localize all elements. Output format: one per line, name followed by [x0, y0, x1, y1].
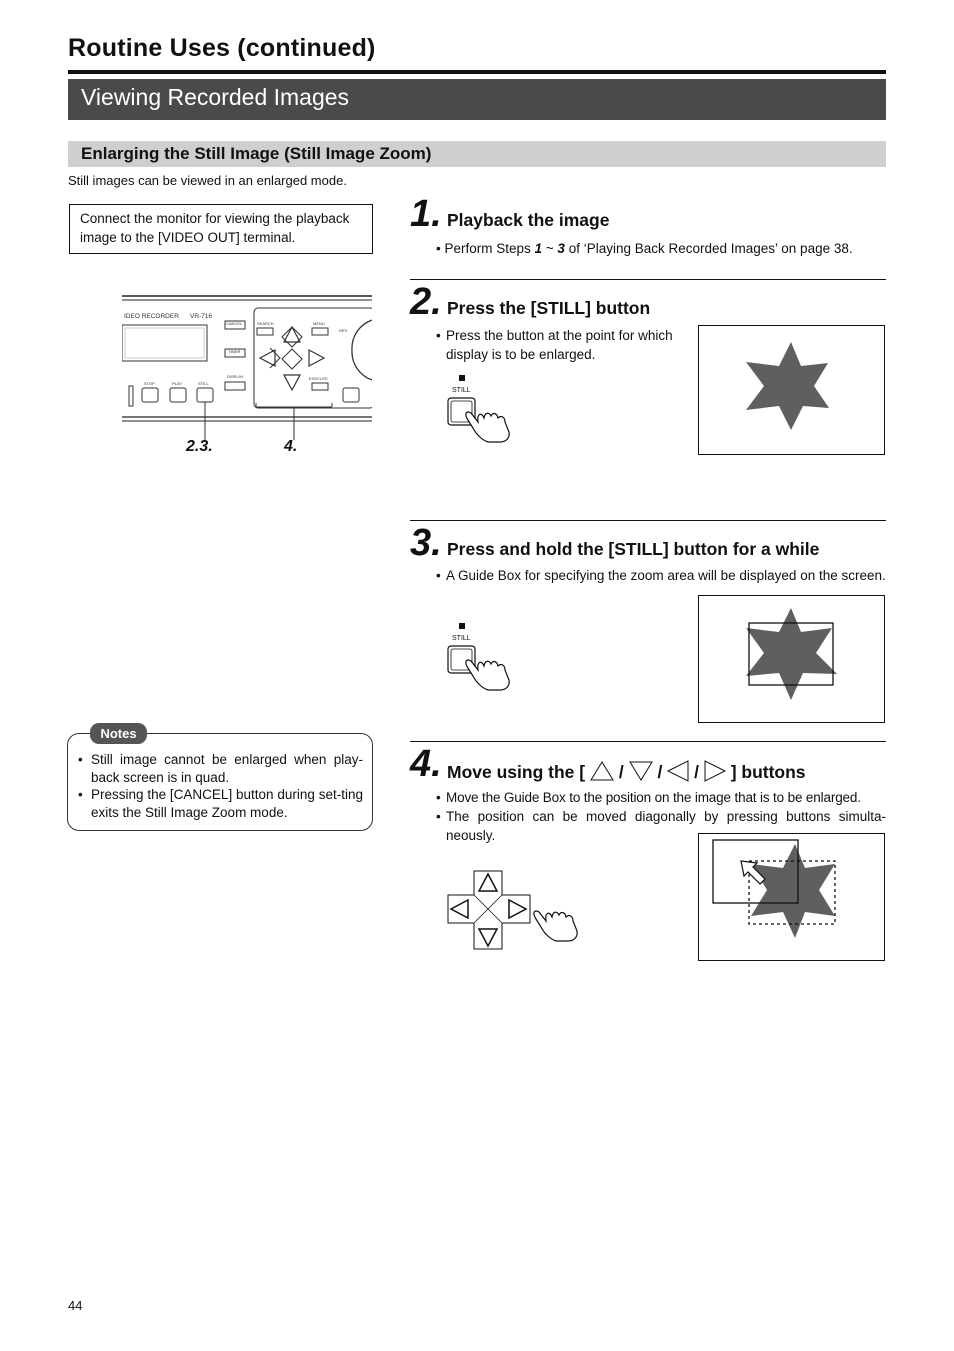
step-1-number: 1.: [410, 193, 442, 235]
subsection-header: [68, 141, 886, 167]
step-4-number: 4.: [410, 743, 442, 785]
title-rule: [68, 70, 886, 74]
step-4-rule: [410, 741, 886, 742]
left-triangle-icon: [667, 760, 689, 782]
page-number: 44: [68, 1298, 83, 1313]
panel-still-label: STILL: [198, 381, 209, 386]
notes-tab: Notes: [90, 723, 147, 744]
step-3-bullet: • A Guide Box for specifying the zoom area will be displayed on the screen.: [436, 568, 886, 583]
step-1-bullet-prefix: • Perform Steps: [436, 241, 535, 256]
step-2-bullet: • Press the button at the point for which display is to be enlarged.: [436, 328, 673, 362]
section-title: Viewing Recorded Images: [81, 84, 350, 110]
notes-list: [78, 751, 363, 821]
panel-model-text: VR-716: [190, 313, 213, 320]
section-header: [68, 79, 886, 120]
step-3-number: 3.: [410, 522, 442, 564]
page-title: Routine Uses (continued): [68, 34, 376, 62]
intro-text: Still images can be viewed in an enlarged mode.: [68, 173, 347, 188]
step-1-bullet-suffix: of ‘Playing Back Recorded Images’ on page 38.: [564, 241, 853, 256]
step-2-title: Press the [STILL] button: [447, 298, 651, 318]
star-image: [746, 342, 829, 430]
step-1-title: Playback the image: [447, 210, 610, 230]
step-3-rule: [410, 520, 886, 521]
screen-preview-3: [698, 595, 885, 723]
panel-display-label: DISPLAY: [227, 374, 244, 379]
panel-brand-text: IDEO RECORDER: [124, 313, 179, 320]
connect-note-box: Connect the monitor for viewing the playback image to the [VIDEO OUT] terminal.: [69, 204, 373, 254]
callout-label-23: 2.3.: [186, 438, 213, 455]
step-2-bullet-text: Press the button at the point for which display is to be enlarged.: [446, 328, 673, 362]
step-4-sep-1: /: [618, 762, 624, 782]
step-3-bullet-text: A Guide Box for specifying the zoom area will be displayed on the screen.: [446, 568, 886, 583]
step-4-title-pre: Move using the [: [447, 762, 586, 782]
step-4-title: [447, 760, 806, 783]
right-triangle-icon: [704, 760, 726, 782]
screen-preview-4: [698, 833, 885, 961]
step-1-bullet: [436, 239, 853, 258]
still-button-hand-illustration-2: [446, 372, 516, 444]
step-1-bullet-step-a: 1: [534, 241, 543, 256]
step-1-bullet-step-b: 3: [557, 241, 565, 256]
star-image: [746, 608, 837, 700]
callout-label-4: 4.: [284, 438, 298, 455]
step-4-bullet-1: Move the Guide Box to the position on the image that is to be enlarged.: [446, 790, 861, 805]
step-2-rule: [410, 279, 886, 280]
panel-rev-label: REV: [339, 328, 348, 333]
still-button-hand-illustration-3: [446, 620, 516, 692]
down-triangle-icon: [629, 761, 653, 781]
panel-execute-label: EXECUTE: [309, 376, 328, 381]
step-1-bullet-tilde: ~: [542, 241, 558, 256]
note-item: • Pressing the [CANCEL] button during set-ting exits the Still Image Zoom mode.: [78, 786, 363, 821]
still-label-3: STILL: [452, 635, 471, 642]
panel-stop-label: STOP: [144, 381, 155, 386]
subsection-title: Enlarging the Still Image (Still Image Zoom): [81, 144, 432, 163]
step-2-number: 2.: [410, 281, 442, 323]
step-4-bullets: • Move the Guide Box to the position on the image that is to be enlarged. • The position can be moved diagonally by pressing buttons simulta-neously.: [436, 790, 886, 843]
screen-preview-2: [698, 325, 885, 455]
still-label-2: STILL: [452, 387, 471, 394]
step-4-title-post: ] buttons: [730, 762, 806, 782]
arrow-pad-hand-illustration: [446, 869, 586, 953]
panel-cancel-label: CANCEL: [226, 321, 243, 326]
step-4-bullet-2: The position can be moved diagonally by pressing buttons simulta-neously.: [446, 809, 886, 843]
star-image: [751, 844, 835, 938]
note-item: • Still image cannot be enlarged when play-back screen is in quad.: [78, 751, 363, 786]
step-4-sep-3: /: [694, 762, 699, 782]
front-panel-figure: [122, 292, 372, 462]
step-3-title: Press and hold the [STILL] button for a while: [447, 539, 820, 559]
step-4-sep-2: /: [657, 762, 663, 782]
panel-menu-label: MENU: [313, 321, 325, 326]
up-triangle-icon: [590, 761, 614, 781]
panel-search-label: SEARCH: [257, 321, 274, 326]
panel-timer-label: TIMER: [228, 349, 241, 354]
panel-play-label: PLAY: [172, 381, 182, 386]
